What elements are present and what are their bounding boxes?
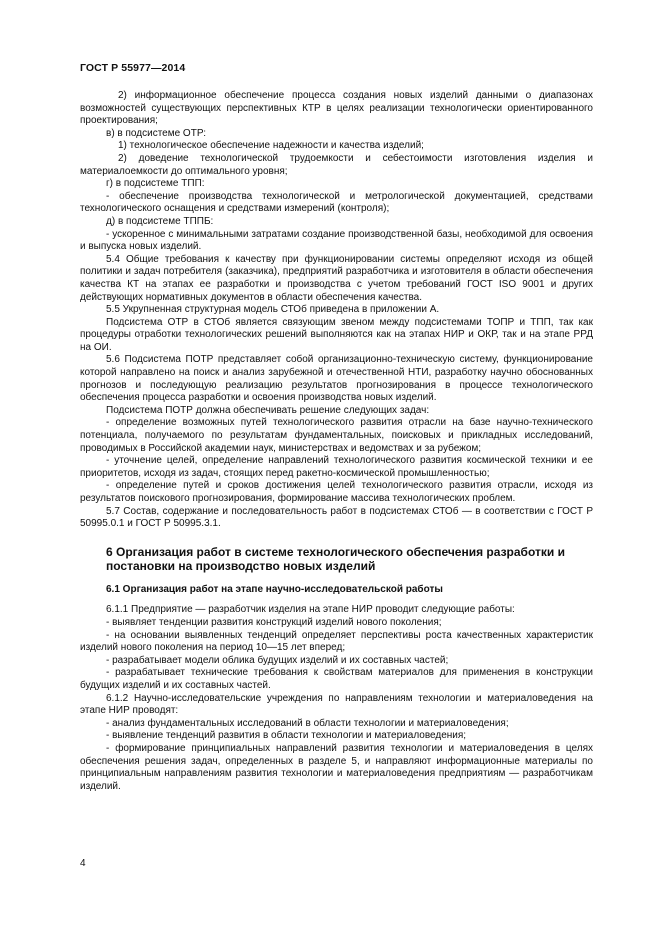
list-item: - определение возможных путей технологического развития отрасли на базе научно-технического потенциала, получаемого по результатам фундаментальных, поисковых и прикладных исследований, проводимых в Российской академии наук, министерствах и ведомствах и за рубежом; <box>80 417 593 454</box>
paragraph: Подсистема ПОТР должна обеспечивать решение следующих задач: <box>106 404 430 416</box>
list-item: 1) технологическое обеспечение надежности и качества изделий; <box>118 140 424 152</box>
list-heading: д) в подсистеме ТППБ: <box>106 215 214 227</box>
list-item: - ускоренное с минимальными затратами создание производственной базы, необходимой для освоения и выпуска новых изделий. <box>80 228 593 253</box>
list-item: - выявление тенденций развития в области технологии и материаловедения; <box>106 730 467 742</box>
list-heading: в) в подсистеме ОТР: <box>106 127 207 139</box>
paragraph: 5.7 Состав, содержание и последовательность работ в подсистемах СТОб — в соответствии с ГОСТ Р 50995.0.1 и ГОСТ Р 50995.3.1. <box>80 505 593 530</box>
list-item: - формирование принципиальных направлений развития технологии и материаловедения в целях обеспечения решения задач, определенных в разделе 5, и направляют информационные материалы по принципиальным направлениям развития технологии и материаловедения предприятиям — разработчикам изделий. <box>80 742 593 792</box>
list-item: - определение путей и сроков достижения целей технологического развития отрасли, исходя из результатов поискового прогнозирования, формирование массива технологических проблем. <box>80 480 593 504</box>
paragraph: 2) информационное обеспечение процесса создания новых изделий данными о диапазонах возможностей существующих перспективных КТР в целях реализации технологически ориентированного проектирования; <box>80 90 593 127</box>
list-item: - разрабатывает технические требования к свойствам материалов для применения в конструкции будущих изделий и их составных частей. <box>80 667 593 691</box>
paragraph: 6.1.2 Научно-исследовательские учреждения по направлениям технологии и материаловедения на этапе НИР проводят: <box>80 692 593 717</box>
paragraph: 5.4 Общие требования к качеству при функционировании системы определяют исходя из общей политики и задач потребителя (заказчика), предприятий разработчика и изготовителя в области обеспечения качества КТ на этапах ее разработки и производства с учетом требований ГОСТ ISO 9001 и других действующих нормативных документов в области обеспечения качества. <box>80 253 593 303</box>
paragraph: 6.1.1 Предприятие — разработчик изделия на этапе НИР проводит следующие работы: <box>106 604 515 616</box>
section-heading: 6 Организация работ в системе технологического обеспечения разработки и постановки на производство новых изделий <box>106 544 565 574</box>
list-item: - анализ фундаментальных исследований в области технологии и материаловедения; <box>106 717 509 729</box>
list-item: - разрабатывает модели облика будущих изделий и их составных частей; <box>106 654 449 666</box>
paragraph: Подсистема ОТР в СТОб является связующим звеном между подсистемами ТОПР и ТПП, так как процедуры отработки технологических решений выполняются как на этапах НИР и ОКР, так и на этапе РРД на ОИ. <box>80 316 593 353</box>
paragraph: 5.6 Подсистема ПОТР представляет собой организационно-техническую систему, функционирование которой направлено на поиск и анализ зарубежной и отечественной НТИ, разработку научно обоснованных прогнозов и последующую реализацию результатов прогнозирования в процессе технологического обеспечения процесса разработки и освоения производства новых изделий. <box>80 354 593 404</box>
list-heading: г) в подсистеме ТПП: <box>106 178 205 190</box>
paragraph: 5.5 Укрупненная структурная модель СТОб приведена в приложении А. <box>106 304 440 316</box>
document-code-header: ГОСТ Р 55977—2014 <box>80 62 186 74</box>
list-item: - обеспечение производства технологической и метрологической документацией, средствами технологического оснащения и средствами измерений (контроля); <box>80 190 593 215</box>
list-item: - на основании выявленных тенденций определяет перспективы роста качественных характеристик изделий нового поколения на период 10—15 лет вперед; <box>80 629 593 654</box>
list-item: 2) доведение технологической трудоемкости и себестоимости изготовления изделия и материалоемкости до оптимального уровня; <box>80 152 593 177</box>
list-item: - выявляет тенденции развития конструкций изделий нового поколения; <box>106 616 442 628</box>
list-item: - уточнение целей, определение направлений технологического развития космической техники и ее приоритетов, исходя из задач, стоящих перед ракетно-космической промышленностью; <box>80 455 593 479</box>
document-body <box>80 90 593 793</box>
subsection-heading: 6.1 Организация работ на этапе научно-исследовательской работы <box>106 583 443 595</box>
page-number: 4 <box>80 858 86 869</box>
